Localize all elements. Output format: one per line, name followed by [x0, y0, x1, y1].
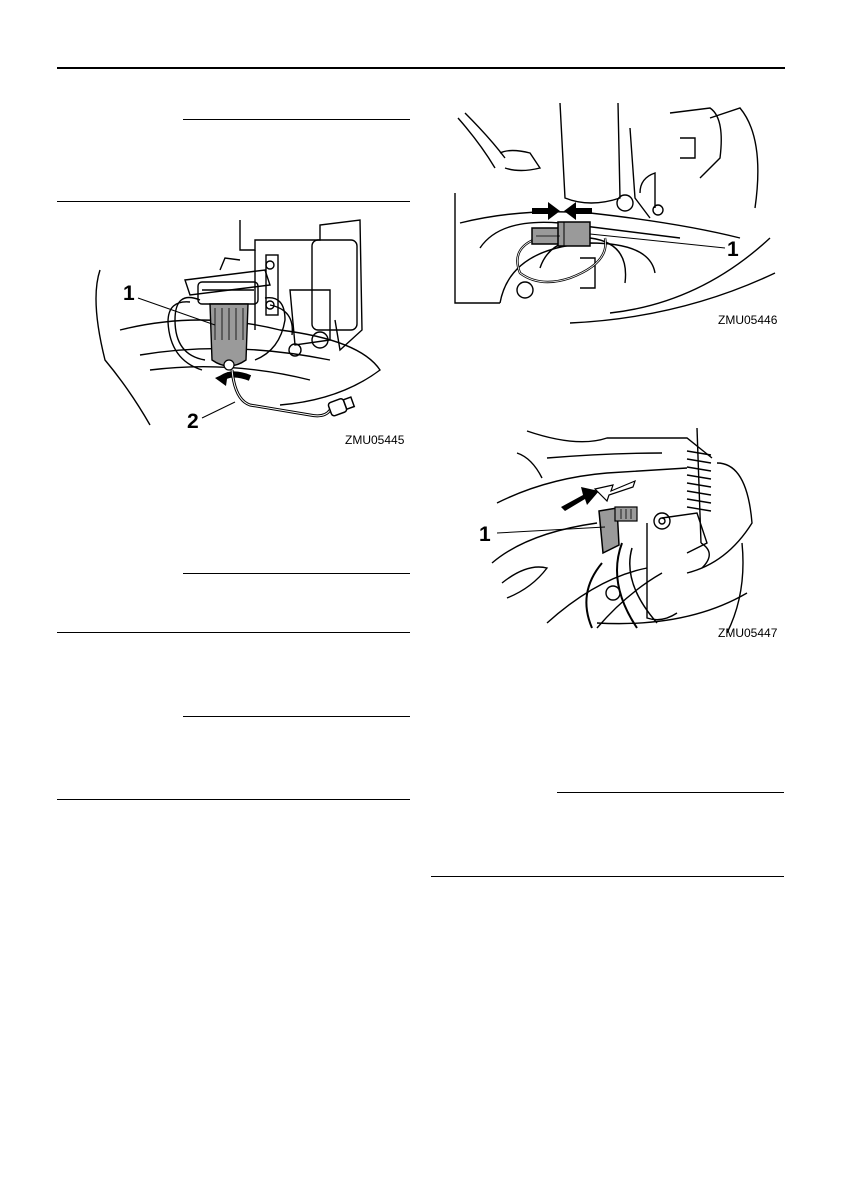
note-rule-short-3	[183, 716, 410, 717]
note-rule-short-1	[183, 119, 410, 120]
callout-1-fig2: 1	[727, 238, 739, 261]
callout-2-fig1: 2	[187, 410, 199, 433]
fuel-filter-illustration	[80, 210, 420, 450]
figure-code-fig3: ZMU05447	[718, 626, 778, 640]
header-rule	[57, 67, 785, 69]
callout-1-fig3: 1	[479, 523, 491, 546]
callout-1-fig1: 1	[123, 282, 135, 305]
lead-coupler-illustration	[440, 98, 780, 328]
figure-fuel-filter	[80, 210, 420, 450]
note-rule-long-2	[57, 632, 410, 633]
figure-lead-holder	[487, 423, 777, 633]
figure-code-fig2: ZMU05446	[718, 313, 778, 327]
figure-code-fig1: ZMU05445	[345, 433, 405, 447]
note-rule-long-1	[57, 201, 410, 202]
lead-holder-illustration	[487, 423, 777, 633]
note-rule-long-4	[431, 876, 784, 877]
note-rule-short-4	[557, 792, 784, 793]
figure-lead-coupler	[440, 98, 780, 328]
note-rule-long-3	[57, 799, 410, 800]
note-rule-short-2	[183, 573, 410, 574]
